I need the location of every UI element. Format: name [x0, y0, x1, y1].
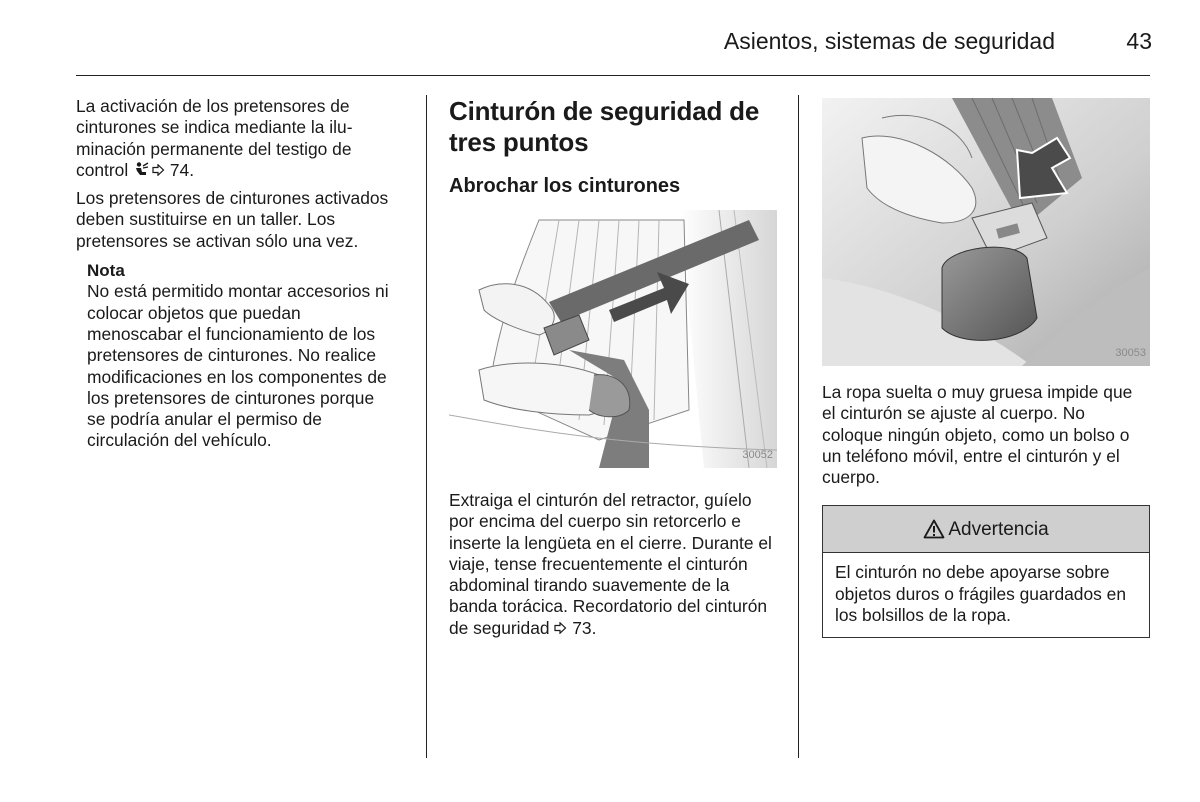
- page-reference: 73.: [572, 617, 597, 638]
- note-title: Nota: [87, 261, 125, 281]
- section-title: Cinturón de seguridad de tres puntos: [449, 96, 760, 157]
- replacement-paragraph: Los pretensores de cinturones activados deben sustituirse en un taller. Los pretensores se activan sólo una vez.: [76, 188, 389, 251]
- clothing-paragraph: La ropa suelta o muy gruesa impide que el cinturón se ajuste al cuerpo. No coloque ningún objeto, como un bolso o un teléfono móvil, entre el cinturón y el cuerpo.: [822, 382, 1133, 488]
- page-header-title: Asientos, sistemas de seguridad: [723, 28, 1055, 54]
- buckle-illustration: [822, 98, 1150, 366]
- figure-number: 30053: [1115, 346, 1146, 359]
- column-1: [76, 96, 394, 452]
- seatbelt-pretensioner-icon: [133, 162, 149, 177]
- note-block: [87, 260, 394, 452]
- page-reference: 74.: [169, 159, 195, 180]
- buckle-drawing: [822, 98, 1150, 366]
- page-number: 43: [1126, 28, 1152, 54]
- figure-number: 30052: [742, 448, 773, 461]
- subsection-title: Abrochar los cinturones: [449, 175, 681, 197]
- column-2: [449, 96, 779, 639]
- page-reference-arrow-icon: [554, 622, 567, 634]
- column-divider-1: [426, 95, 427, 758]
- warning-triangle-icon: [923, 519, 945, 539]
- fastening-instructions: [449, 490, 779, 639]
- warning-box: [822, 505, 1150, 638]
- fastening-belt-illustration: [449, 210, 777, 468]
- column-3: [822, 96, 1150, 638]
- page-reference-arrow-icon: [152, 164, 165, 176]
- fastening-belt-drawing: [449, 210, 777, 468]
- pretensioner-text: La activación de los pretensores de cinturones se indica mediante la iluminación permanente del testigo de control: [76, 96, 353, 180]
- pretensioner-paragraph: [76, 96, 394, 181]
- fastening-text: Extraiga el cinturón del retractor, guíelo por encima del cuerpo sin retorcerlo e inserte la lengüeta en el cierre. Durante el viaje, tense frecuentemente el cinturón abdominal tirando suavemente de la banda torácica. Recordatorio del cinturón de seguridad: [449, 490, 772, 638]
- column-divider-2: [798, 95, 799, 758]
- note-body: No está permitido montar accesorios ni colocar objetos que puedan menoscabar el funcionamiento de los pretensores de cinturones. No realice modificaciones en los componentes de los pretensores de cinturones porque se podría anular el permiso de circulación del vehículo.: [87, 281, 389, 451]
- warning-body: El cinturón no debe apoyarse sobre objetos duros o frágiles guardados en los bolsillos de la ropa.: [835, 562, 1127, 626]
- header-divider: [76, 75, 1150, 76]
- warning-title: Advertencia: [948, 518, 1049, 540]
- warning-header: [823, 506, 1149, 553]
